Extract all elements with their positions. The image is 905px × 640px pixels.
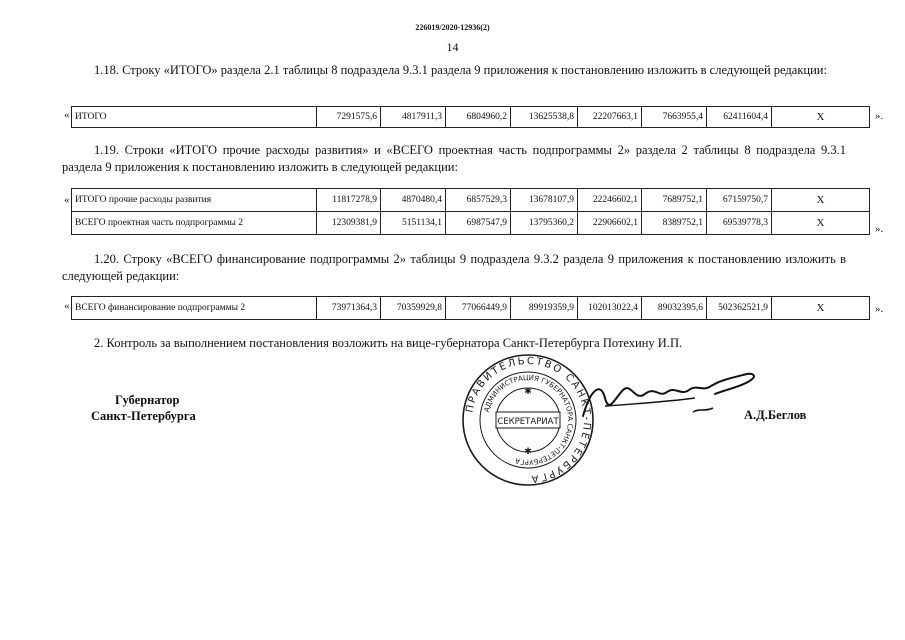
table-cell: 6804960,2 xyxy=(446,107,511,128)
table-cell: Х xyxy=(772,297,870,320)
paragraph-1-20: 1.20. Строку «ВСЕГО финансирование подпрограммы 2» таблицы 9 подраздела 9.3.2 раздела 9 приложения к постановлению изложить в следующей редакции: xyxy=(62,252,846,283)
handwritten-signature xyxy=(575,368,760,423)
svg-text:✱: ✱ xyxy=(524,446,532,456)
row-label: ИТОГО прочие расходы развития xyxy=(72,189,317,212)
table-cell: Х xyxy=(772,212,870,235)
seal-center-text: СЕКРЕТАРИАТ xyxy=(497,417,559,427)
open-quote: « xyxy=(64,194,70,206)
table-cell: Х xyxy=(772,107,870,128)
table-cell: 13795360,2 xyxy=(511,212,578,235)
table-cell: 7689752,1 xyxy=(642,189,707,212)
table-cell: 77066449,9 xyxy=(446,297,511,320)
table-cell: 6987547,9 xyxy=(446,212,511,235)
table-row xyxy=(72,189,870,212)
row-label: ИТОГО xyxy=(72,107,317,128)
table-cell: 502362521,9 xyxy=(707,297,772,320)
table-cell: 102013022,4 xyxy=(578,297,642,320)
table-cell: 89032395,6 xyxy=(642,297,707,320)
table-development-expenses xyxy=(71,188,870,235)
table-cell: 22207663,1 xyxy=(578,107,642,128)
paragraph-1-18: 1.18. Строку «ИТОГО» раздела 2.1 таблицы 8 подраздела 9.3.1 раздела 9 приложения к постановлению изложить в следующей редакции: xyxy=(94,63,827,77)
table-cell: 6857529,3 xyxy=(446,189,511,212)
signatory-title-line1: Губернатор xyxy=(115,393,180,407)
table-itogo xyxy=(71,106,870,128)
close-quote: ». xyxy=(875,303,884,315)
signatory-name: А.Д.Беглов xyxy=(744,408,807,422)
table-cell: Х xyxy=(772,189,870,212)
table-cell: 67159750,7 xyxy=(707,189,772,212)
table-cell: 70359929,8 xyxy=(381,297,446,320)
open-quote: « xyxy=(64,300,70,312)
table-cell: 22906602,1 xyxy=(578,212,642,235)
seal-inner-text: АДМИНИСТРАЦИЯ ГУБЕРНАТОРА САНКТ-ПЕТЕРБУРГА xyxy=(482,373,575,467)
signatory-title-line2: Санкт-Петербурга xyxy=(91,409,196,423)
row-label: ВСЕГО финансирование подпрограммы 2 xyxy=(72,297,317,320)
table-cell: 89919359,9 xyxy=(511,297,578,320)
open-quote: « xyxy=(64,109,70,121)
table-cell: 4870480,4 xyxy=(381,189,446,212)
table-cell: 69539778,3 xyxy=(707,212,772,235)
table-cell: 8389752,1 xyxy=(642,212,707,235)
close-quote: ». xyxy=(875,223,884,235)
table-cell: 7663955,4 xyxy=(642,107,707,128)
table-row xyxy=(72,297,870,320)
row-label: ВСЕГО проектная часть подпрограммы 2 xyxy=(72,212,317,235)
table-cell: 4817911,3 xyxy=(381,107,446,128)
table-cell: 13625538,8 xyxy=(511,107,578,128)
close-quote: ». xyxy=(875,110,884,122)
table-cell: 5151134,1 xyxy=(381,212,446,235)
table-cell: 73971364,3 xyxy=(317,297,381,320)
table-cell: 11817278,9 xyxy=(317,189,381,212)
table-cell: 12309381,9 xyxy=(317,212,381,235)
table-subprogram-financing xyxy=(71,296,870,320)
page-number: 14 xyxy=(446,40,459,54)
document-number: 226019/2020-12936(2) xyxy=(415,23,490,32)
table-row xyxy=(72,212,870,235)
table-cell: 22246602,1 xyxy=(578,189,642,212)
paragraph-1-19: 1.19. Строки «ИТОГО прочие расходы развития» и «ВСЕГО проектная часть подпрограммы 2» раздела 2 таблицы 8 подраздела 9.3.1 раздела 9 приложения к постановлению изложить в следующей редакции: xyxy=(62,143,846,174)
table-cell: 62411604,4 xyxy=(707,107,772,128)
table-row xyxy=(72,107,870,128)
seal-outer-text: ПРАВИТЕЛЬСТВО САНКТ-ПЕТЕРБУРГА xyxy=(464,355,593,485)
table-cell: 13678107,9 xyxy=(511,189,578,212)
svg-text:✱: ✱ xyxy=(524,386,532,396)
paragraph-2: 2. Контроль за выполнением постановления возложить на вице-губернатора Санкт-Петербурга Потехину И.П. xyxy=(94,336,683,350)
table-cell: 7291575,6 xyxy=(317,107,381,128)
